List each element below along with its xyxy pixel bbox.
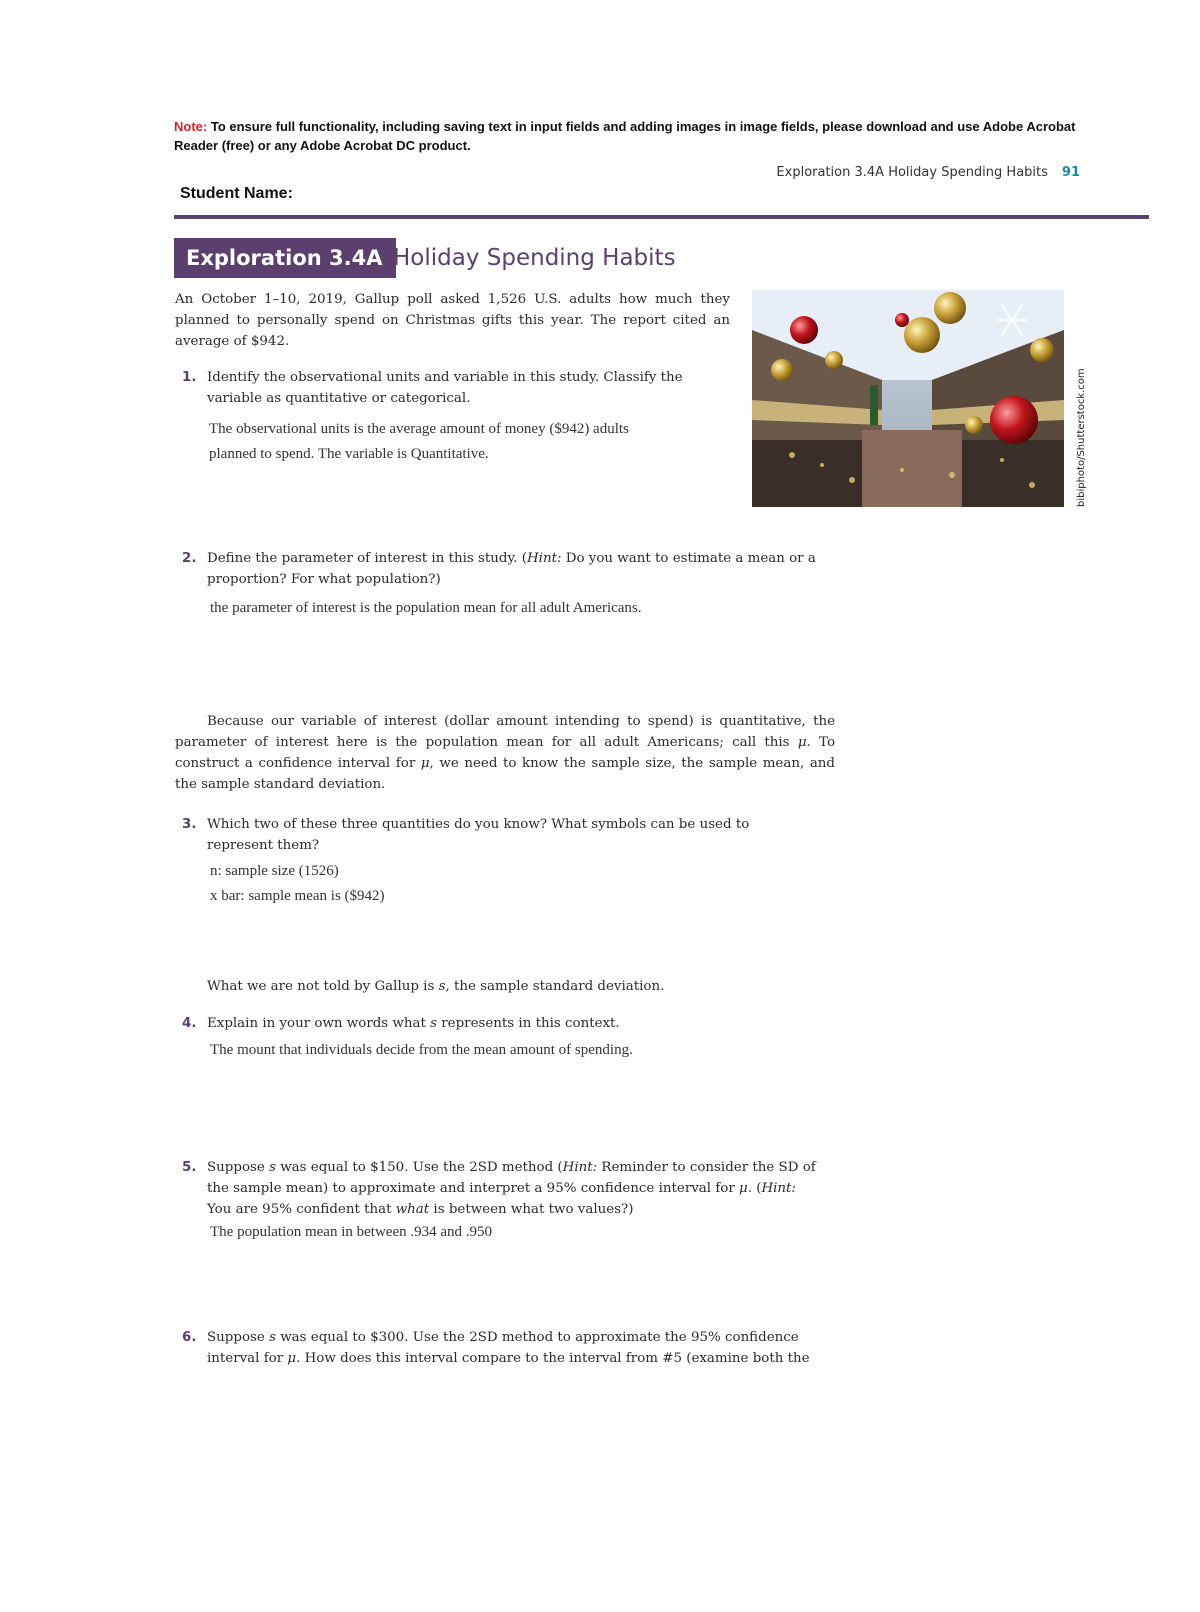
paragraph-1: Because our variable of interest (dollar amount intending to spend) is quantitative, the parameter of interest here is the population mean for all adult Americans; call this μ. To construct a confidence interval for μ, we need to know the sample size, the sample mean, and the sample standard deviation. [175,714,835,792]
question-1 [182,367,722,409]
photo-credit: bibiphoto/Shutterstock.com [1076,368,1087,507]
question-4 [182,1013,822,1034]
note-text: To ensure full functionality, including saving text in input fields and adding images in image fields, please download and use Adobe Acrobat Reader (free) or any Adobe Acrobat DC product. [174,119,1076,153]
question-text: Suppose s was equal to $300. Use the 2SD method to approximate the 95% confidence interval for μ. How does this interval compare to the interval from #5 (examine both the [207,1330,810,1366]
answer-3-line1: n: sample size (1526) [210,863,339,879]
question-number: 5. [182,1160,197,1175]
question-2 [182,548,822,590]
answer-1-field[interactable] [209,417,769,467]
answer-1-line1: The observational units is the average amount of money ($942) adults [209,421,629,437]
note-label: Note: [174,119,208,134]
question-text: Explain in your own words what s represents in this context. [207,1016,620,1031]
exploration-title: Holiday Spending Habits [393,245,676,271]
exploration-badge: Exploration 3.4A [174,238,396,278]
acrobat-note [174,117,1094,155]
student-name-label: Student Name: [180,185,293,202]
intro-paragraph: An October 1–10, 2019, Gallup poll asked 1,526 U.S. adults how much they planned to personally spend on Christmas gifts this year. The report cited an average of $942. [175,292,730,349]
answer-5-field[interactable]: The population mean in between .934 and .950 [210,1224,493,1240]
running-header-title: Exploration 3.4A Holiday Spending Habits [776,165,1048,180]
question-text: Identify the observational units and variable in this study. Classify the variable as quantitative or categorical. [207,370,683,406]
paragraph-2: What we are not told by Gallup is s, the sample standard deviation. [207,979,665,994]
question-3 [182,814,782,856]
mall-christmas-photo [752,290,1064,507]
question-text: Define the parameter of interest in this study. (Hint: Do you want to estimate a mean or a proportion? For what population?) [207,551,816,587]
header-rule [174,215,1149,219]
answer-4-field[interactable]: The mount that individuals decide from the mean amount of spending. [210,1042,633,1058]
answer-3-field[interactable] [210,859,770,909]
question-text: Suppose s was equal to $150. Use the 2SD method (Hint: Reminder to consider the SD of the sample mean) to approximate and interpret a 95% confidence interval for μ. (Hint: You are 95% confident that what is between what two values?) [207,1160,816,1217]
question-5 [182,1157,822,1220]
question-number: 3. [182,817,197,832]
question-number: 2. [182,551,197,566]
answer-2-field[interactable]: the parameter of interest is the population mean for all adult Americans. [210,600,642,616]
question-number: 6. [182,1330,197,1345]
answer-3-line2: x bar: sample mean is ($942) [210,888,385,904]
question-number: 1. [182,370,197,385]
question-number: 4. [182,1016,197,1031]
question-text: Which two of these three quantities do you know? What symbols can be used to represent them? [207,817,750,853]
answer-1-line2: planned to spend. The variable is Quantitative. [209,446,489,462]
running-header [700,165,1080,180]
page-number: 91 [1061,165,1080,180]
question-6 [182,1327,822,1369]
